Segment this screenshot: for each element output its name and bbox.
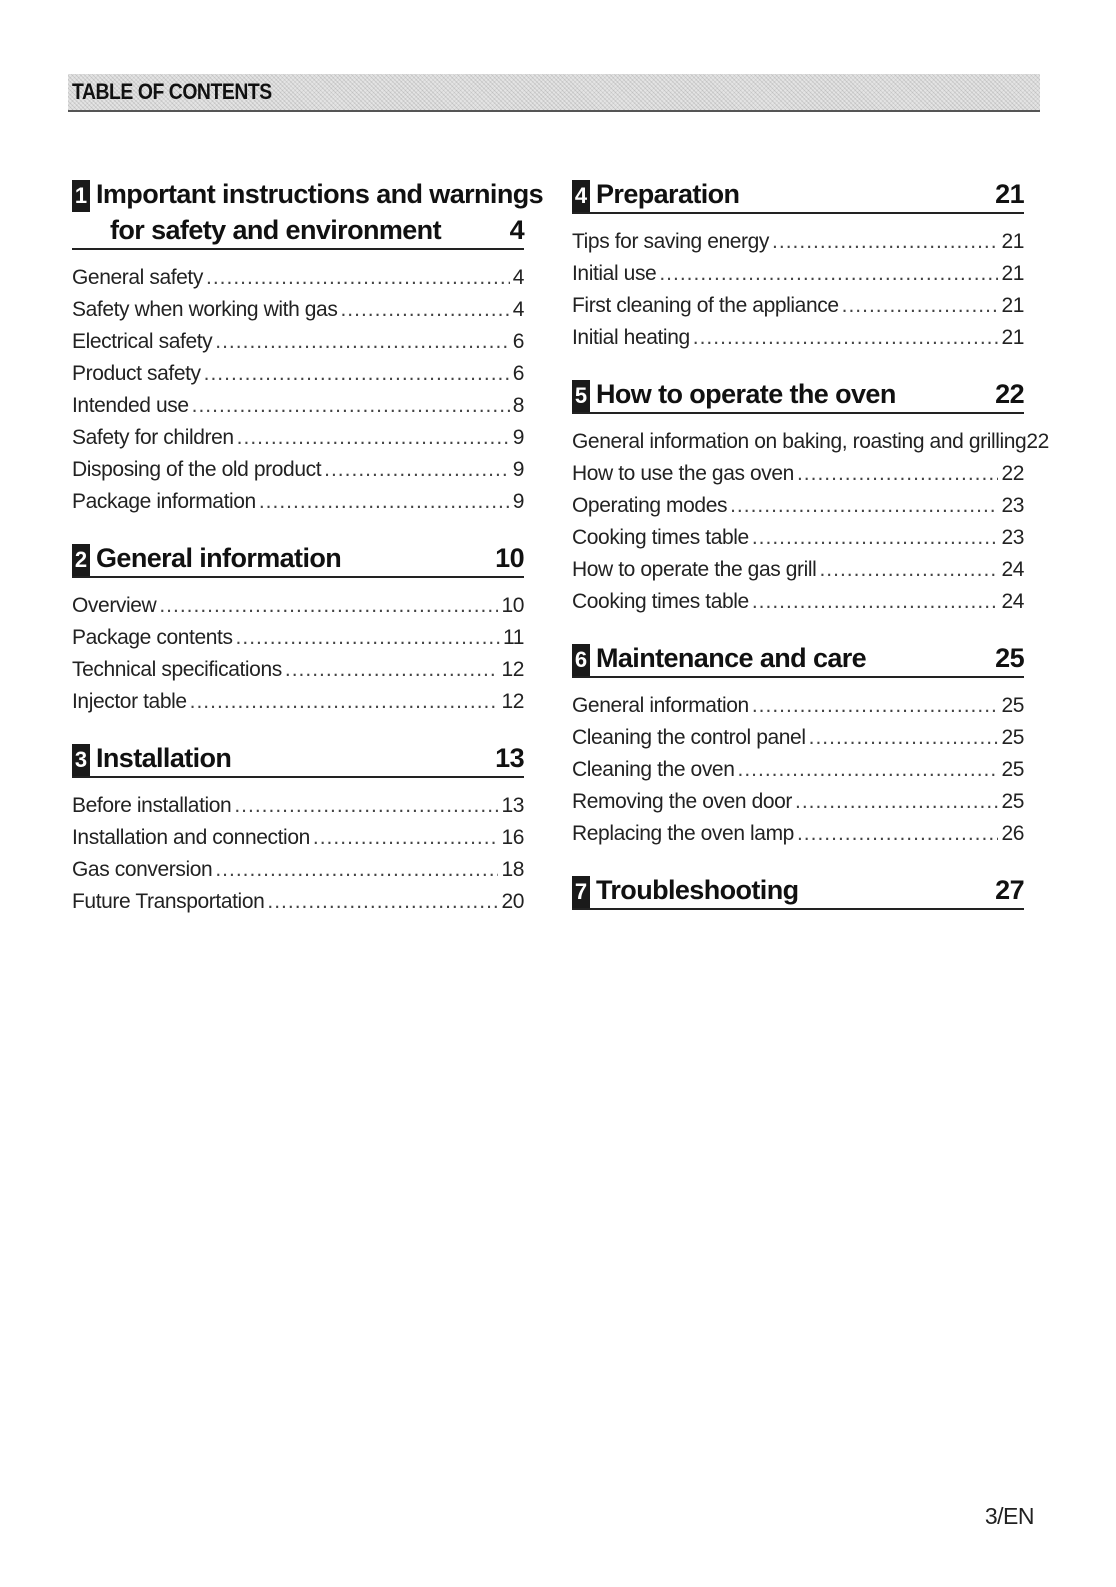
toc-entry[interactable] bbox=[572, 322, 1024, 354]
toc-entry[interactable] bbox=[572, 522, 1024, 554]
section-heading[interactable] bbox=[72, 740, 524, 778]
toc-entry-page: 21 bbox=[1001, 294, 1024, 317]
toc-entry[interactable] bbox=[72, 622, 524, 654]
toc-entry[interactable] bbox=[72, 326, 524, 358]
dot-leader bbox=[215, 854, 498, 886]
toc-entry-label: Future Transportation bbox=[72, 890, 265, 913]
toc-entry-label: Cooking times table bbox=[572, 526, 749, 549]
toc-entry[interactable] bbox=[72, 262, 524, 294]
toc-entry-page: 21 bbox=[1001, 326, 1024, 349]
toc-entry-label: Replacing the oven lamp bbox=[572, 822, 794, 845]
toc-entry-label: Gas conversion bbox=[72, 858, 213, 881]
toc-entry-label: Cleaning the control panel bbox=[572, 726, 806, 749]
section-heading[interactable] bbox=[572, 640, 1024, 678]
dot-leader bbox=[340, 294, 509, 326]
toc-entry[interactable] bbox=[572, 554, 1024, 586]
dot-leader bbox=[795, 786, 998, 818]
toc-entry-label: Overview bbox=[72, 594, 157, 617]
toc-entry-label: Tips for saving energy bbox=[572, 230, 770, 253]
toc-entry-label: First cleaning of the appliance bbox=[572, 294, 839, 317]
toc-entry-page: 6 bbox=[512, 330, 524, 353]
section-title: Preparation bbox=[596, 179, 740, 209]
dot-leader bbox=[752, 690, 999, 722]
toc-entry[interactable] bbox=[572, 258, 1024, 290]
section-number-badge: 5 bbox=[572, 380, 590, 412]
dot-leader bbox=[693, 322, 999, 354]
dot-leader bbox=[190, 686, 499, 718]
toc-entry-label: Operating modes bbox=[572, 494, 728, 517]
toc-entry[interactable] bbox=[72, 590, 524, 622]
dot-leader bbox=[313, 822, 499, 854]
toc-entry-label: Disposing of the old product bbox=[72, 458, 322, 481]
toc-section-3 bbox=[72, 740, 524, 918]
toc-entry-page: 18 bbox=[501, 858, 524, 881]
section-page-number: 25 bbox=[995, 643, 1024, 673]
toc-entry[interactable] bbox=[72, 390, 524, 422]
toc-entry-page: 25 bbox=[1001, 694, 1024, 717]
dot-leader bbox=[797, 458, 998, 490]
section-title: Maintenance and care bbox=[596, 643, 867, 673]
dot-leader bbox=[842, 290, 999, 322]
section-number-badge: 6 bbox=[572, 644, 590, 676]
toc-entry-label: Installation and connection bbox=[72, 826, 310, 849]
toc-entry-page: 16 bbox=[501, 826, 524, 849]
toc-entry-page: 4 bbox=[512, 298, 524, 321]
section-heading[interactable] bbox=[72, 540, 524, 578]
dot-leader bbox=[236, 622, 500, 654]
toc-column-right bbox=[572, 176, 1049, 932]
section-title: Important instructions and warnings bbox=[96, 179, 544, 209]
section-number-badge: 2 bbox=[72, 544, 90, 576]
toc-entry-label: General information on baking, roasting and grilling bbox=[572, 430, 1027, 453]
dot-leader bbox=[159, 590, 498, 622]
toc-entry[interactable] bbox=[572, 722, 1024, 754]
dot-leader bbox=[659, 258, 998, 290]
section-number-badge: 7 bbox=[572, 876, 590, 908]
section-heading[interactable] bbox=[72, 176, 544, 250]
toc-entry[interactable] bbox=[72, 422, 524, 454]
toc-entry-label: Cooking times table bbox=[572, 590, 749, 613]
toc-entry-page: 26 bbox=[1001, 822, 1024, 845]
section-page-number: 10 bbox=[495, 543, 524, 573]
toc-entry[interactable] bbox=[72, 294, 524, 326]
toc-section-5 bbox=[572, 376, 1049, 618]
toc-header-bar bbox=[68, 74, 1040, 112]
toc-entry[interactable] bbox=[572, 586, 1024, 618]
section-number-badge: 3 bbox=[72, 744, 90, 776]
toc-entry-page: 12 bbox=[501, 658, 524, 681]
toc-entry-label: Initial heating bbox=[572, 326, 690, 349]
toc-entry-page: 22 bbox=[1026, 430, 1049, 453]
dot-leader bbox=[797, 818, 998, 850]
toc-entry-label: Removing the oven door bbox=[572, 790, 793, 813]
toc-entry-label: General information bbox=[572, 694, 749, 717]
toc-entry-page: 9 bbox=[512, 426, 524, 449]
section-page-number: 27 bbox=[995, 875, 1024, 905]
toc-entry[interactable] bbox=[572, 226, 1024, 258]
toc-entry[interactable] bbox=[72, 854, 524, 886]
toc-entry[interactable] bbox=[572, 754, 1024, 786]
toc-entry-label: Package information bbox=[72, 490, 256, 513]
toc-entry-page: 6 bbox=[512, 362, 524, 385]
toc-entry[interactable] bbox=[72, 822, 524, 854]
section-heading[interactable] bbox=[572, 376, 1024, 414]
toc-entry-page: 8 bbox=[512, 394, 524, 417]
toc-entry-page: 25 bbox=[1001, 726, 1024, 749]
toc-section-7 bbox=[572, 872, 1024, 910]
dot-leader bbox=[204, 358, 510, 390]
toc-entry-page: 11 bbox=[503, 626, 524, 649]
toc-entry-label: General safety bbox=[72, 266, 203, 289]
toc-entry-page: 23 bbox=[1001, 526, 1024, 549]
section-title: Installation bbox=[96, 743, 232, 773]
dot-leader bbox=[215, 326, 509, 358]
toc-entry-page: 21 bbox=[1001, 230, 1024, 253]
toc-entry[interactable] bbox=[572, 458, 1024, 490]
section-page-number: 22 bbox=[995, 379, 1024, 409]
toc-entry[interactable] bbox=[72, 886, 524, 918]
dot-leader bbox=[237, 422, 510, 454]
toc-entry-label: Product safety bbox=[72, 362, 201, 385]
toc-entry-page: 13 bbox=[501, 794, 524, 817]
toc-entry-label: Safety for children bbox=[72, 426, 234, 449]
page-number: 3/EN bbox=[984, 1503, 1034, 1529]
toc-entry[interactable] bbox=[572, 818, 1024, 850]
dot-leader bbox=[324, 454, 510, 486]
toc-entry[interactable] bbox=[572, 786, 1024, 818]
toc-entry-page: 9 bbox=[512, 490, 524, 513]
section-heading[interactable] bbox=[572, 872, 1024, 910]
toc-entry-page: 25 bbox=[1001, 758, 1024, 781]
toc-entry-page: 21 bbox=[1001, 262, 1024, 285]
dot-leader bbox=[752, 522, 999, 554]
toc-entry-page: 10 bbox=[501, 594, 524, 617]
section-title: How to operate the oven bbox=[596, 379, 896, 409]
toc-entry-page: 24 bbox=[1001, 558, 1024, 581]
toc-section-2 bbox=[72, 540, 524, 718]
toc-entry-page: 12 bbox=[501, 690, 524, 713]
toc-entry[interactable] bbox=[72, 654, 524, 686]
toc-entry-page: 25 bbox=[1001, 790, 1024, 813]
section-number-badge: 1 bbox=[72, 180, 90, 212]
toc-entry-label: Cleaning the oven bbox=[572, 758, 735, 781]
toc-entry[interactable] bbox=[572, 690, 1024, 722]
dot-leader bbox=[285, 654, 499, 686]
toc-entry-page: 20 bbox=[501, 890, 524, 913]
toc-entry-label: Injector table bbox=[72, 690, 187, 713]
dot-leader bbox=[738, 754, 999, 786]
section-title: General information bbox=[96, 543, 342, 573]
toc-entry-page: 9 bbox=[512, 458, 524, 481]
toc-entry-page: 22 bbox=[1001, 462, 1024, 485]
section-title: for safety and environment bbox=[110, 215, 441, 245]
toc-entry[interactable] bbox=[72, 686, 524, 718]
toc-title: TABLE OF CONTENTS bbox=[72, 79, 272, 104]
dot-leader bbox=[752, 586, 999, 618]
toc-entry-label: Intended use bbox=[72, 394, 189, 417]
section-number-badge: 4 bbox=[572, 180, 590, 212]
toc-entry[interactable] bbox=[572, 490, 1024, 522]
dot-leader bbox=[730, 490, 998, 522]
dot-leader bbox=[267, 886, 498, 918]
toc-entry-label: Before installation bbox=[72, 794, 232, 817]
toc-entry[interactable] bbox=[572, 426, 1049, 458]
dot-leader bbox=[772, 226, 998, 258]
toc-entry[interactable] bbox=[572, 290, 1024, 322]
toc-entry-label: How to use the gas oven bbox=[572, 462, 794, 485]
toc-entry-label: Electrical safety bbox=[72, 330, 213, 353]
toc-entry-label: How to operate the gas grill bbox=[572, 558, 817, 581]
toc-entry-label: Package contents bbox=[72, 626, 233, 649]
dot-leader bbox=[819, 554, 998, 586]
section-page-number: 4 bbox=[509, 215, 524, 245]
toc-entry-page: 23 bbox=[1001, 494, 1024, 517]
toc-column-left bbox=[72, 176, 544, 940]
toc-entry-page: 24 bbox=[1001, 590, 1024, 613]
dot-leader bbox=[234, 790, 498, 822]
section-page-number: 21 bbox=[995, 179, 1024, 209]
toc-section-6 bbox=[572, 640, 1024, 850]
toc-entry-label: Technical specifications bbox=[72, 658, 282, 681]
toc-entry[interactable] bbox=[72, 486, 524, 518]
toc-entry[interactable] bbox=[72, 454, 524, 486]
toc-section-4 bbox=[572, 176, 1024, 354]
toc-entry-label: Safety when working with gas bbox=[72, 298, 338, 321]
toc-entry[interactable] bbox=[72, 790, 524, 822]
dot-leader bbox=[259, 486, 510, 518]
section-heading[interactable] bbox=[572, 176, 1024, 214]
section-page-number: 13 bbox=[495, 743, 524, 773]
toc-entry-page: 4 bbox=[512, 266, 524, 289]
toc-entry[interactable] bbox=[72, 358, 524, 390]
toc-entry-label: Initial use bbox=[572, 262, 657, 285]
section-title: Troubleshooting bbox=[596, 875, 799, 905]
dot-leader bbox=[206, 262, 510, 294]
dot-leader bbox=[192, 390, 510, 422]
toc-section-1 bbox=[72, 176, 544, 518]
dot-leader bbox=[809, 722, 999, 754]
